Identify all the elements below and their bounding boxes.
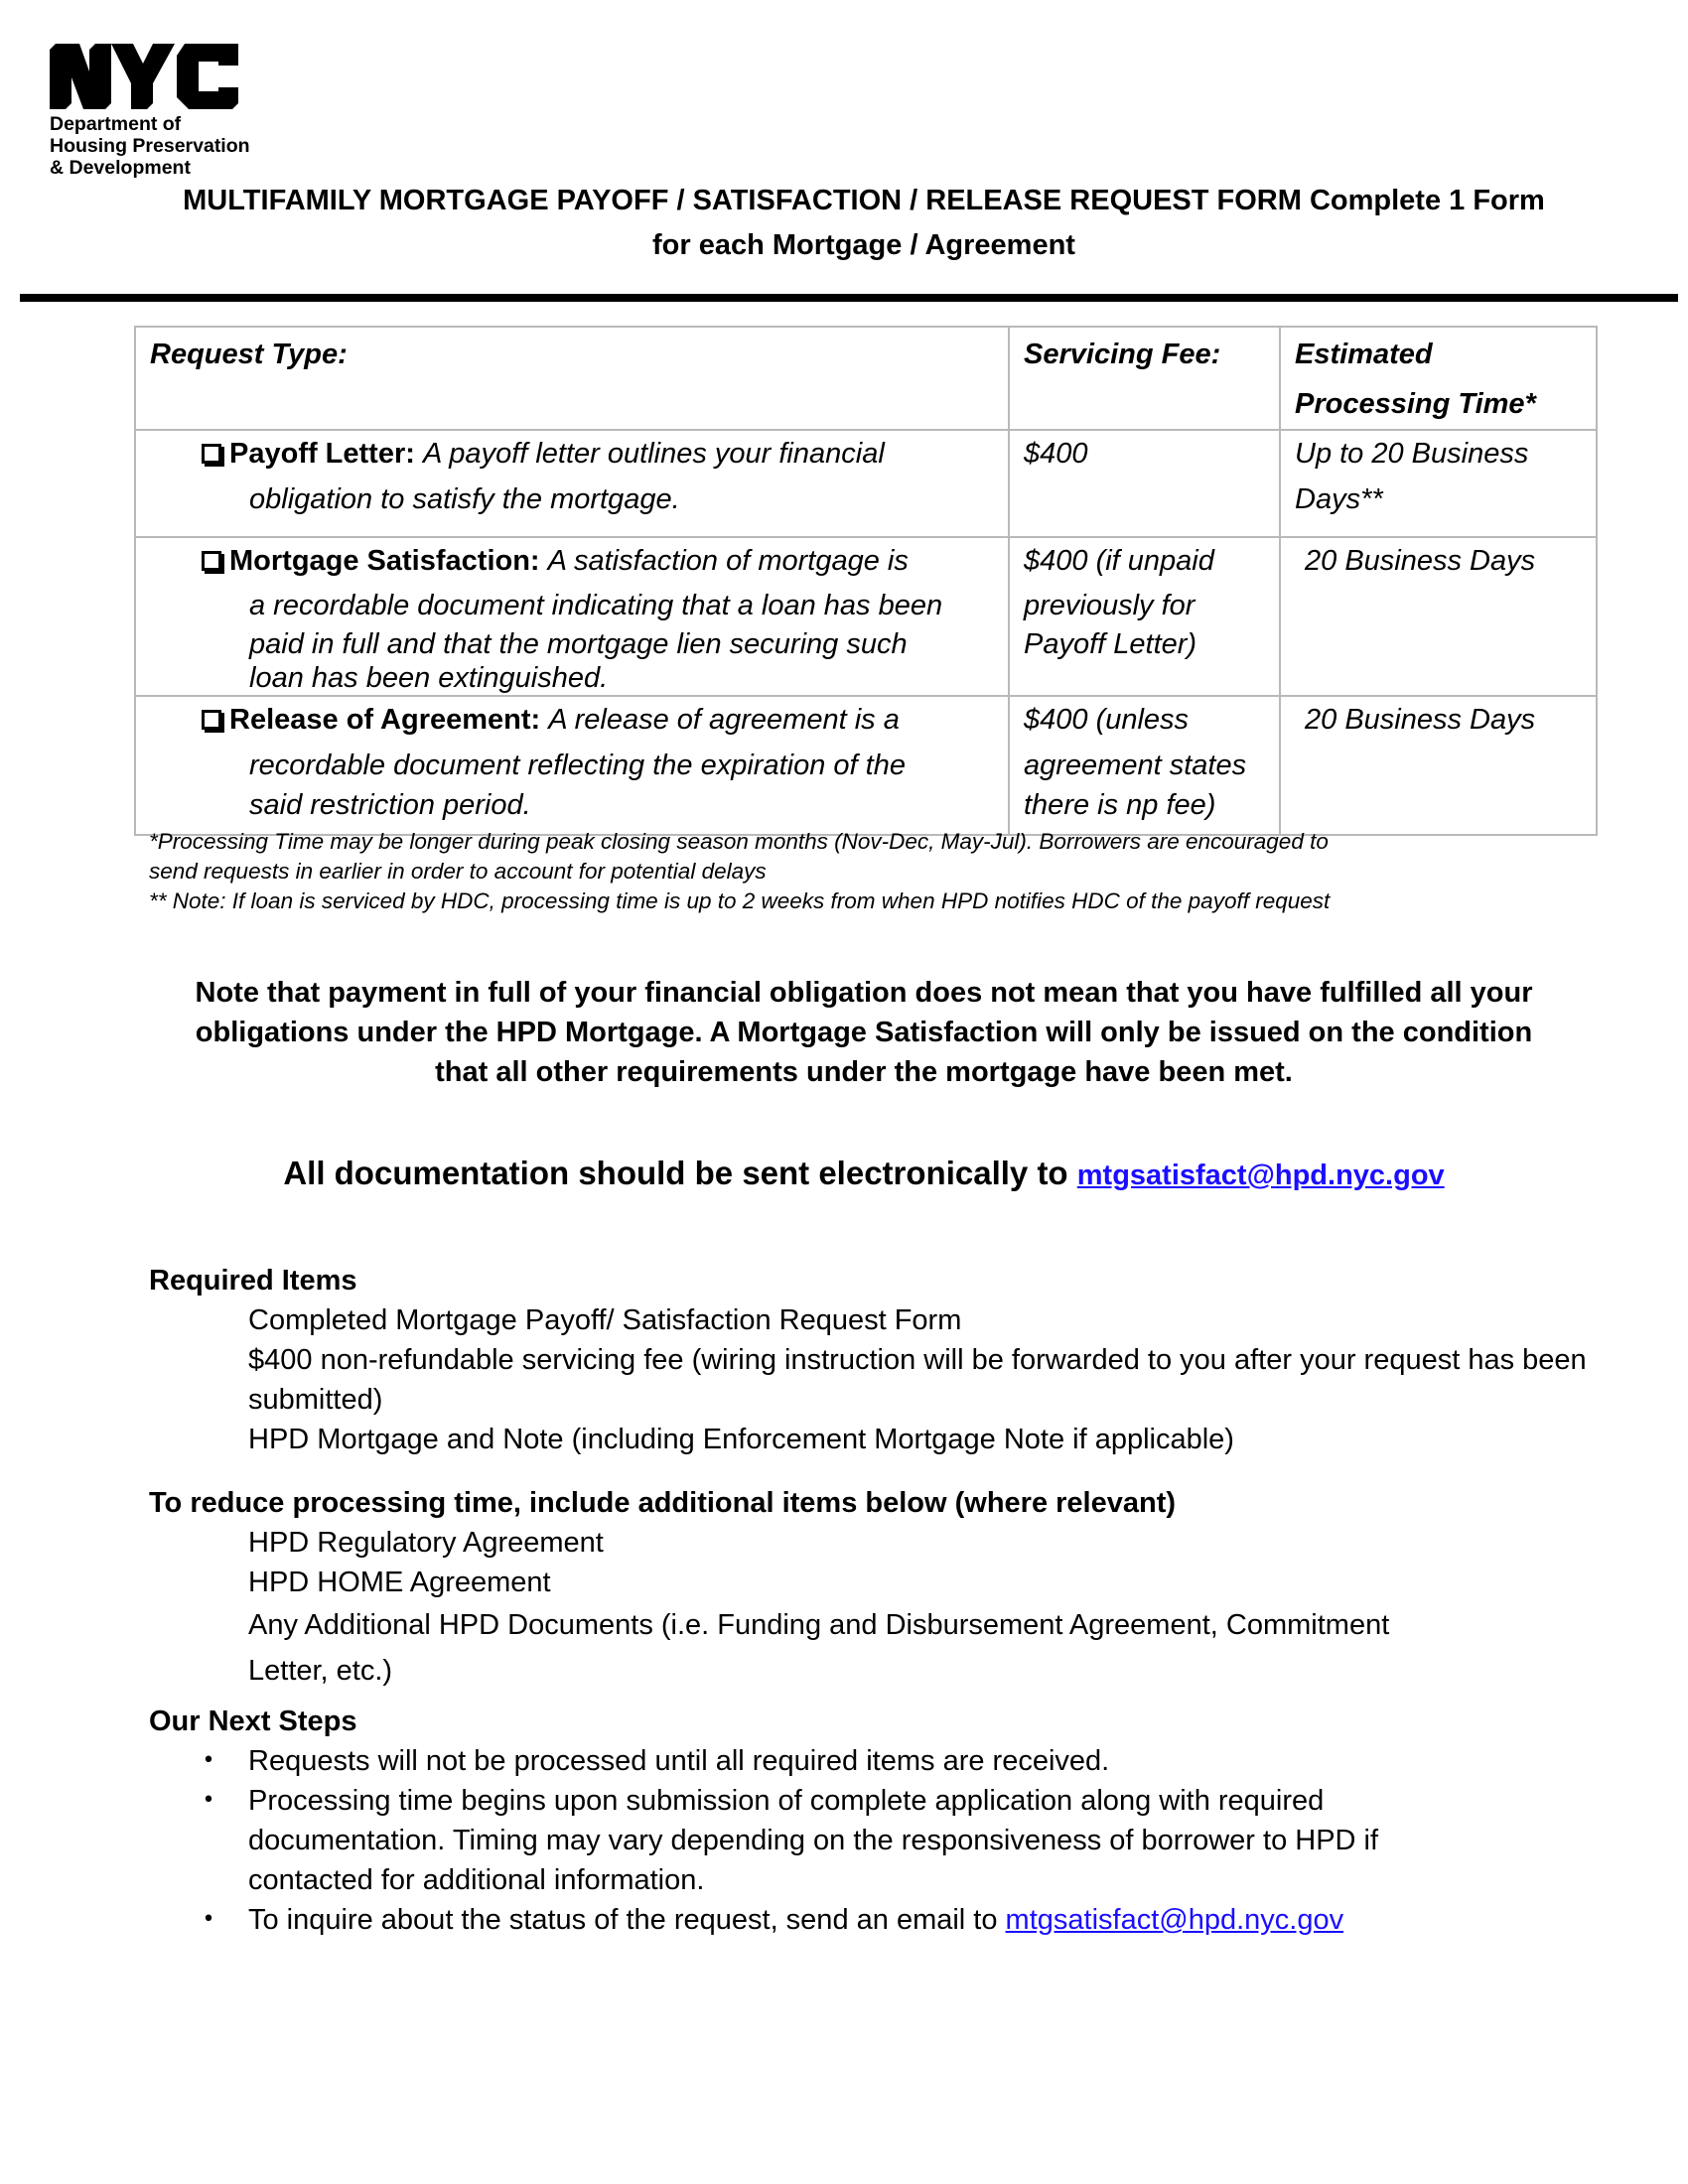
next-steps-list	[149, 1741, 1599, 1940]
fee-line: there is np fee)	[1024, 789, 1216, 821]
email-link[interactable]: mtgsatisfact@hpd.nyc.gov	[1005, 1904, 1344, 1936]
request-description	[150, 584, 994, 695]
list-item-text: Completed Mortgage Payoff/ Satisfaction Request Form	[248, 1304, 962, 1336]
department-line: Housing Preservation	[50, 135, 250, 157]
list-item-text: HPD Regulatory Agreement	[248, 1527, 604, 1559]
nyc-logo-icon	[50, 44, 243, 109]
list-item	[149, 1781, 1599, 1900]
department-line: Department of	[50, 113, 182, 135]
request-description-line: paid in full and that the mortgage lien securing such	[249, 628, 908, 660]
department-name	[50, 113, 250, 179]
required-items-section	[149, 1261, 1599, 1459]
important-note	[129, 973, 1599, 1092]
request-description-line: obligation to satisfy the mortgage.	[249, 483, 680, 515]
processing-time-cell	[1280, 696, 1597, 835]
table-row-mortgage-satisfaction	[135, 537, 1597, 696]
fee-line: Payoff Letter)	[1024, 628, 1197, 660]
list-item	[149, 1563, 1599, 1602]
form-title-line: MULTIFAMILY MORTGAGE PAYOFF / SATISFACTION / RELEASE REQUEST FORM Complete 1 Form	[183, 185, 1545, 216]
bullet-icon: •	[202, 1748, 215, 1773]
request-description-line: recordable document reflecting the expiration of the	[249, 750, 906, 781]
servicing-fee-cell	[1009, 537, 1280, 696]
processing-time-header	[1280, 327, 1597, 430]
square-checkbox-icon[interactable]	[202, 710, 221, 730]
time-line: 20 Business Days	[1305, 704, 1536, 736]
department-line: & Development	[50, 157, 191, 179]
list-item	[149, 1741, 1599, 1781]
nyc-hpd-logo	[50, 44, 250, 179]
important-note-line: obligations under the HPD Mortgage. A Mortgage Satisfaction will only be issued on the condition	[195, 1017, 1533, 1048]
section-heading: To reduce processing time, include additional items below (where relevant)	[149, 1487, 1177, 1519]
table-header-row	[135, 327, 1597, 430]
request-description-first: A payoff letter outlines your financial	[422, 438, 885, 470]
list-item	[149, 1340, 1599, 1420]
table-row-release-of-agreement	[135, 696, 1597, 835]
required-items-list	[149, 1300, 1599, 1459]
request-name: Mortgage Satisfaction:	[229, 545, 540, 577]
form-title	[119, 179, 1609, 268]
list-item-text: HPD HOME Agreement	[248, 1567, 551, 1598]
processing-time-header-line: Estimated	[1295, 339, 1433, 370]
square-checkbox-icon[interactable]	[202, 551, 221, 571]
form-title-line: for each Mortgage / Agreement	[652, 229, 1075, 261]
request-type-header: Request Type:	[135, 327, 1009, 430]
request-description-line: said restriction period.	[249, 789, 531, 821]
list-item-text: $400 non-refundable servicing fee (wiring instruction will be forwarded to you after your request has been submitted)	[248, 1344, 1587, 1416]
time-line: Days**	[1295, 483, 1383, 515]
list-item-text: Processing time begins upon submission of complete application along with required documentation. Timing may vary depending on the responsiveness of borrower to HPD if contacted for additional information.	[248, 1785, 1379, 1896]
email-link[interactable]: mtgsatisfact@hpd.nyc.gov	[1076, 1160, 1445, 1191]
fee-line: agreement states	[1024, 750, 1247, 781]
request-description	[150, 743, 994, 822]
request-description	[150, 477, 994, 522]
list-item-text: Requests will not be processed until all required items are received.	[248, 1745, 1110, 1777]
list-item	[149, 1420, 1599, 1459]
processing-time-cell	[1280, 537, 1597, 696]
fee-line: previously for	[1024, 590, 1196, 621]
bullet-icon: •	[202, 1788, 215, 1813]
additional-items-list	[149, 1523, 1599, 1694]
list-item	[149, 1523, 1599, 1563]
request-title	[150, 431, 994, 477]
fee-line: $400	[1024, 438, 1088, 470]
processing-time-notes	[149, 827, 1579, 916]
section-heading: Required Items	[149, 1265, 357, 1297]
request-description-line: a recordable document indicating that a loan has been	[249, 590, 943, 621]
time-line: 20 Business Days	[1305, 545, 1536, 577]
processing-time-header-line: Processing Time*	[1295, 388, 1536, 420]
important-note-line: Note that payment in full of your financial obligation does not mean that you have fulfilled all your	[195, 977, 1533, 1009]
list-item	[149, 1602, 1599, 1694]
request-type-table	[134, 326, 1598, 836]
request-title	[150, 697, 994, 743]
next-steps-section	[149, 1702, 1599, 1940]
title-divider	[20, 294, 1678, 302]
note-line: send requests in earlier in order to account for potential delays	[149, 859, 767, 884]
note-line: *Processing Time may be longer during peak closing season months (Nov-Dec, May-Jul). Borrowers are encouraged to	[149, 829, 1329, 854]
list-item-text: Any Additional HPD Documents (i.e. Funding and Disbursement Agreement, Commitment Letter, etc.)	[248, 1609, 1390, 1687]
request-type-cell	[135, 430, 1009, 537]
fee-line: $400 (if unpaid	[1024, 545, 1214, 577]
list-item-text: To inquire about the status of the request, send an email to	[248, 1904, 1006, 1936]
request-type-cell	[135, 696, 1009, 835]
request-title	[150, 538, 994, 584]
servicing-fee-cell	[1009, 430, 1280, 537]
time-line: Up to 20 Business	[1295, 438, 1529, 470]
important-note-line: that all other requirements under the mortgage have been met.	[435, 1056, 1293, 1088]
servicing-fee-cell	[1009, 696, 1280, 835]
request-description-line: loan has been extinguished.	[249, 662, 609, 694]
processing-time-cell	[1280, 430, 1597, 537]
request-name: Payoff Letter:	[229, 438, 415, 470]
request-description-first: A release of agreement is a	[548, 704, 900, 736]
request-description-first: A satisfaction of mortgage is	[547, 545, 909, 577]
send-documentation-instruction	[129, 1152, 1599, 1197]
list-item	[149, 1300, 1599, 1340]
square-checkbox-icon[interactable]	[202, 444, 221, 464]
bullet-icon: •	[202, 1907, 215, 1932]
list-item	[149, 1900, 1599, 1940]
list-item-text: HPD Mortgage and Note (including Enforcement Mortgage Note if applicable)	[248, 1424, 1234, 1455]
send-to-text: All documentation should be sent electronically to	[283, 1155, 1077, 1191]
fee-line: $400 (unless	[1024, 704, 1190, 736]
note-line: ** Note: If loan is serviced by HDC, processing time is up to 2 weeks from when HPD notifies HDC of the payoff request	[149, 888, 1331, 913]
request-name: Release of Agreement:	[229, 704, 541, 736]
table-row-payoff-letter	[135, 430, 1597, 537]
request-type-cell	[135, 537, 1009, 696]
additional-items-section	[149, 1483, 1599, 1694]
servicing-fee-header: Servicing Fee:	[1009, 327, 1280, 430]
section-heading: Our Next Steps	[149, 1706, 357, 1737]
